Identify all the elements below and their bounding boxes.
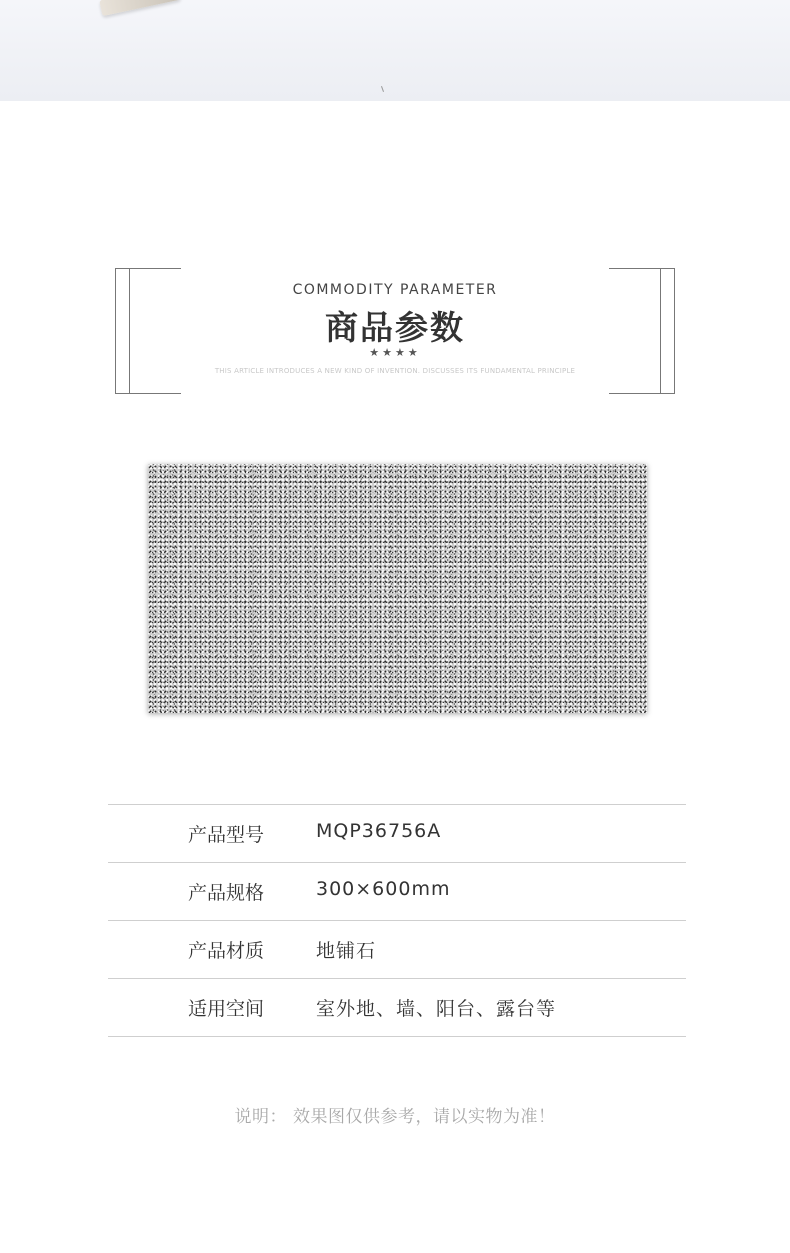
disclaimer-note: 说明： 效果图仅供参考，请以实物为准！ <box>234 1107 556 1127</box>
section-intro-text: THIS ARTICLE INTRODUCES A NEW KIND OF INVENTION. DISCUSSES ITS FUNDAMENTAL PRINCIPLE <box>214 367 576 375</box>
param-row-usage <box>108 978 686 1037</box>
star-divider: ★★★★ <box>369 346 421 359</box>
decorative-tick <box>381 86 384 92</box>
parameter-table <box>108 804 686 1037</box>
param-value: MQP36756A <box>316 820 442 842</box>
param-row-model <box>108 804 686 862</box>
param-label: 产品型号 <box>188 824 265 846</box>
param-label: 产品材质 <box>188 940 265 962</box>
section-title-english: COMMODITY PARAMETER <box>292 282 498 298</box>
decorative-object-image <box>99 0 181 16</box>
param-value: 300×600mm <box>316 878 451 900</box>
top-banner-strip <box>0 0 790 101</box>
param-value: 室外地、墙、阳台、露台等 <box>316 998 557 1020</box>
param-row-material <box>108 920 686 978</box>
param-value: 地铺石 <box>316 940 377 962</box>
product-image-stone-tile <box>148 464 647 713</box>
section-title-chinese: 商品参数 <box>325 308 465 347</box>
param-label: 产品规格 <box>188 882 265 904</box>
param-row-size <box>108 862 686 920</box>
param-label: 适用空间 <box>188 998 265 1020</box>
